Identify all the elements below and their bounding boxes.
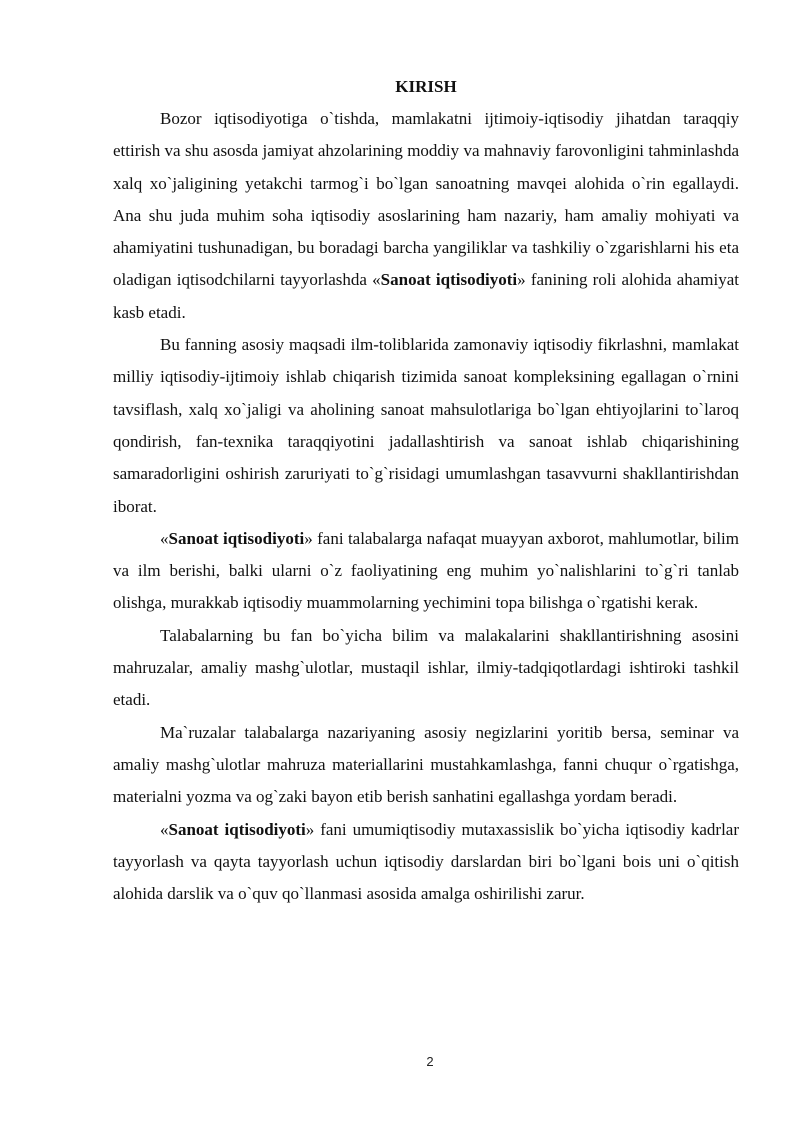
page-number: 2 xyxy=(426,1054,434,1069)
paragraph-text: Bu fanning asosiy maqsadi ilm-toliblarida zamonaviy iqtisodiy fikrlashni, mamlakat milliy iqtisodiy-ijtimoiy ishlab chiqarish tizimida sanoat kompleksining egallagan o`rnini tavsiflash, xalq xo`jaligi va aholining sanoat mahsulotlariga bo`lgan ehtiyojlarini to`laroq qondirish, fan-texnika taraqqiyotini jadallashtirish va sanoat ishlab chiqarishining samaradorligini oshirish zaruriyati to`g`risidagi umumlashgan tasavvurni shakllantirishdan iborat. xyxy=(113,335,739,516)
paragraph-text: « xyxy=(160,819,169,839)
document-body xyxy=(113,103,739,910)
paragraph-text: » fani talabalarga nafaqat muayyan axborot, mahlumotlar, bilim va ilm berishi, balki ularni o`z faoliyatining eng muhim yo`nalishlarini to`g`ri tanlab olishga, murakkab iqtisodiy muammolarning yechimini topa bilishga o`rgatishi kerak. xyxy=(113,528,740,613)
paragraph xyxy=(113,814,739,911)
bold-term: Sanoat iqtisodiyoti xyxy=(380,270,518,290)
document-page xyxy=(113,74,739,910)
paragraph xyxy=(113,620,739,717)
paragraph-text: « xyxy=(160,528,169,548)
paragraph xyxy=(113,717,739,814)
paragraph xyxy=(113,523,739,620)
paragraph-text: Talabalarning bu fan bo`yicha bilim va malakalarini shakllantirishning asosini mahruzalar, amaliy mashg`ulotlar, mustaqil ishlar, ilmiy-tadqiqotlardagi ishtiroki tashkil etadi. xyxy=(113,625,739,710)
paragraph xyxy=(113,103,739,329)
paragraph xyxy=(113,329,739,523)
paragraph-text: » fanining roli alohida ahamiyat kasb etadi. xyxy=(113,270,739,322)
paragraph-text: » fani umumiqtisodiy mutaxassislik bo`yicha iqtisodiy kadrlar tayyorlash va qayta tayyorlash uchun iqtisodiy darslardan biri bo`lgani bois uni o`qitish alohida darslik va o`quv qo`llanmasi asosida amalga oshirilishi zarur. xyxy=(113,819,740,904)
bold-term: Sanoat iqtisodiyoti xyxy=(168,819,306,839)
document-title: KIRISH xyxy=(395,77,457,96)
paragraph-text: Ma`ruzalar talabalarga nazariyaning asosiy negizlarini yoritib bersa, seminar va amaliy mashg`ulotlar mahruza materiallarini mustahkamlashga, fanni chuqur o`rgatishga, materialni yozma va og`zaki bayon etib berish sanhatini egallashga yordam beradi. xyxy=(113,722,739,807)
bold-term: Sanoat iqtisodiyoti xyxy=(168,528,305,548)
paragraph-text: Bozor iqtisodiyotiga o`tishda, mamlakatni ijtimoiy-iqtisodiy jihatdan taraqqiy ettirish va shu asosda jamiyat ahzolarining moddiy va mahnaviy farovonligini tahminlashda xalq xo`jaligining yetakchi tarmog`i bo`lgan sanoatning mavqei alohida o`rin egallaydi. Ana shu juda muhim soha iqtisodiy asoslarining ham nazariy, ham amaliy mohiyati va ahamiyatini tushunadigan, bu boradagi barcha yangiliklar va tashkiliy o`zgarishlarni his eta oladigan iqtisodchilarni tayyorlashda « xyxy=(113,109,739,290)
